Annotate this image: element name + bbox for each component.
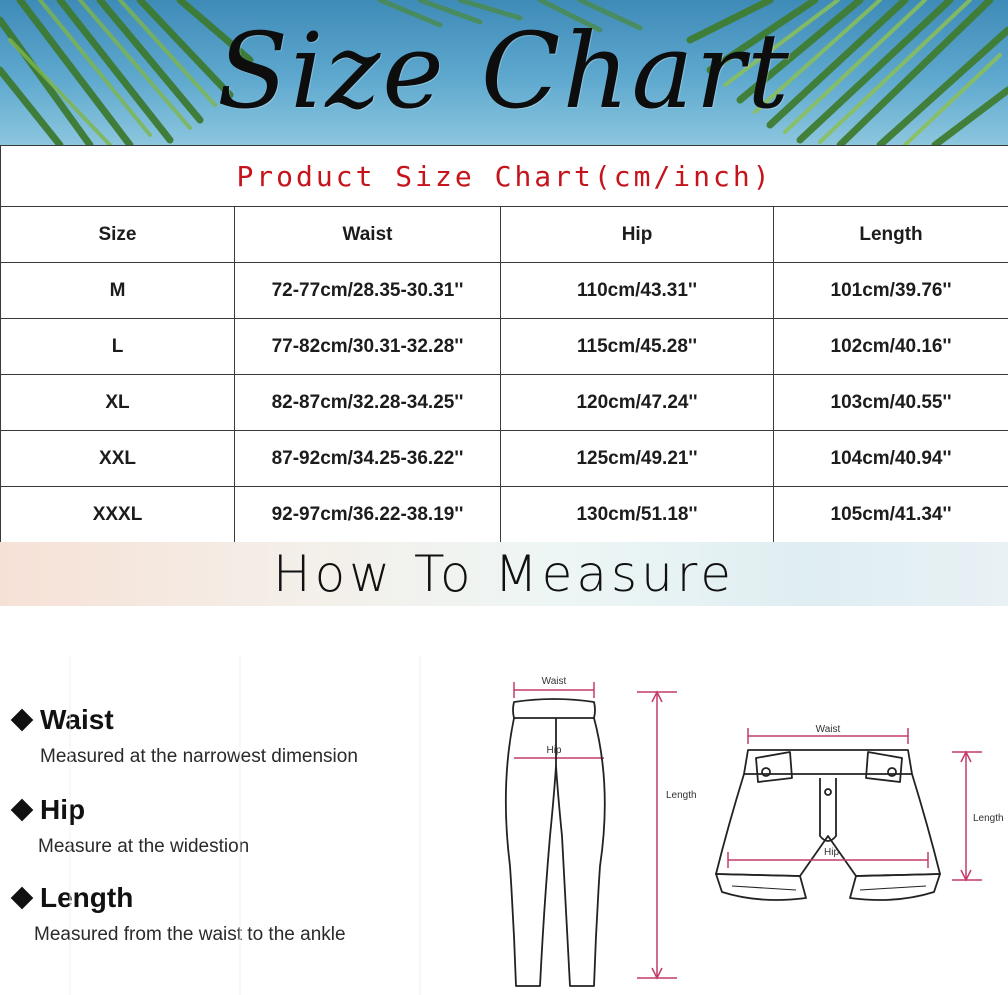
banner: [0, 0, 1008, 145]
size-cell: L: [1, 319, 235, 375]
measure-item-description: Measured from the waist to the ankle: [34, 924, 346, 945]
length-cell: 102cm/40.16'': [774, 319, 1008, 375]
size-cell: XL: [1, 375, 235, 431]
measure-item-name: Length: [40, 882, 134, 913]
column-header: Waist: [235, 207, 501, 263]
pants-waist-label: Waist: [541, 676, 567, 687]
shorts-illustration: [716, 724, 1004, 900]
waist-cell: 77-82cm/30.31-32.28'': [235, 319, 501, 375]
table-row: [1, 431, 1008, 487]
table-row: [1, 263, 1008, 319]
waist-cell: 92-97cm/36.22-38.19'': [235, 487, 501, 543]
length-cell: 104cm/40.94'': [774, 431, 1008, 487]
hip-cell: 110cm/43.31'': [501, 263, 774, 319]
size-cell: XXL: [1, 431, 235, 487]
measurement-diagram: [0, 606, 1008, 995]
waist-cell: 87-92cm/34.25-36.22'': [235, 431, 501, 487]
column-header: Size: [1, 207, 235, 263]
how-to-measure-banner: [0, 542, 1008, 606]
table-row: [1, 319, 1008, 375]
pants-hip-label: Hip: [546, 745, 562, 756]
measure-item-description: Measure at the widestion: [38, 836, 250, 857]
shorts-hip-label: Hip: [824, 847, 840, 858]
length-cell: 103cm/40.55'': [774, 375, 1008, 431]
shorts-waist-label: Waist: [815, 724, 841, 735]
measure-item-name: Waist: [40, 704, 114, 735]
hip-cell: 115cm/45.28'': [501, 319, 774, 375]
size-cell: M: [1, 263, 235, 319]
pants-length-label: Length: [666, 790, 697, 801]
how-to-measure-title: How To Measure: [272, 545, 735, 603]
table-header-row: [1, 207, 1008, 263]
hip-cell: 120cm/47.24'': [501, 375, 774, 431]
size-cell: XXXL: [1, 487, 235, 543]
waist-cell: 72-77cm/28.35-30.31'': [235, 263, 501, 319]
waist-cell: 82-87cm/32.28-34.25'': [235, 375, 501, 431]
hip-cell: 130cm/51.18'': [501, 487, 774, 543]
length-cell: 105cm/41.34'': [774, 487, 1008, 543]
table-row: [1, 375, 1008, 431]
table-caption: Product Size Chart(cm/inch): [1, 146, 1008, 207]
measure-item-name: Hip: [40, 794, 86, 825]
length-cell: 101cm/39.76'': [774, 263, 1008, 319]
banner-title: Size Chart: [217, 10, 791, 132]
column-header: Length: [774, 207, 1008, 263]
pants-illustration: [506, 676, 697, 986]
shorts-length-label: Length: [973, 813, 1004, 824]
column-header: Hip: [501, 207, 774, 263]
size-chart-table: [0, 145, 1008, 543]
table-row: [1, 487, 1008, 543]
hip-cell: 125cm/49.21'': [501, 431, 774, 487]
measure-item-description: Measured at the narrowest dimension: [40, 746, 358, 767]
table-caption-row: [1, 146, 1008, 207]
